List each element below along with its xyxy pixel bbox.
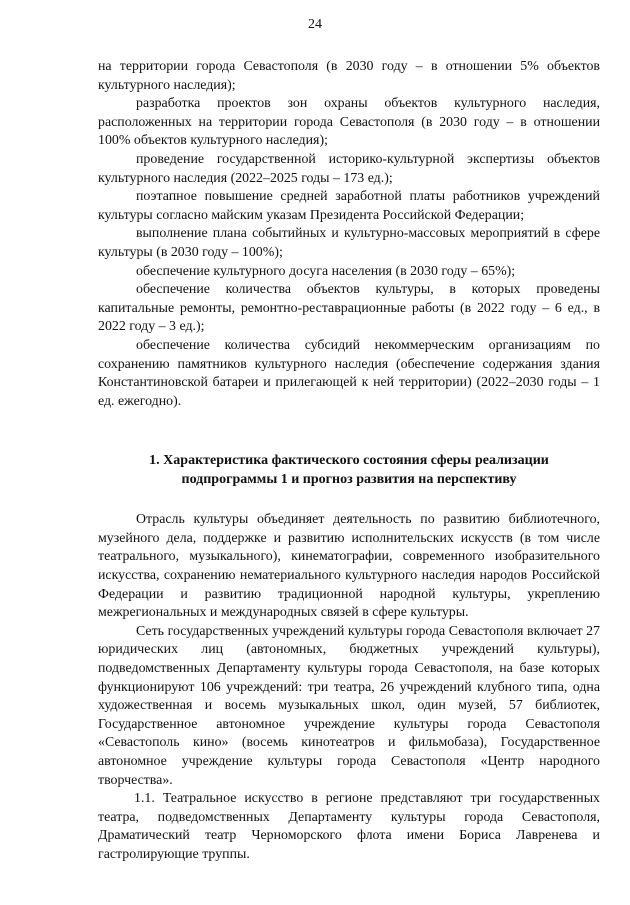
list-item: выполнение плана событийных и культурно-массовых мероприятий в сфере культуры (в 2030 году – 100%); (98, 226, 600, 260)
page-number: 24 (308, 17, 322, 32)
paragraph: Отрасль культуры объединяет деятельность по развитию библиотечного, музейного дела, поддержке и развитию исполнительских искусств (в том числе театрального, музыкального), кинематографии, современного изобразительного искусства, сохранению нематериального культурного наследия народов Российской Федерации и развитию традиционной народной культуры, укреплению межрегиональных и международных связей в сфере культуры. (98, 512, 600, 621)
section-body (98, 511, 600, 864)
document-body (98, 58, 600, 865)
list-item: обеспечение количества объектов культуры, в которых проведены капитальные ремонты, ремонтно-реставрационные работы (в 2022 году – 6 ед., в 2022 году – 3 ед.); (98, 282, 600, 335)
list-item: поэтапное повышение средней заработной платы работников учреждений культуры согласно майским указам Президента Российской Федерации; (98, 189, 600, 223)
list-item-continuation: на территории города Севастополя (в 2030 году – в отношении 5% объектов культурного наследия); (98, 59, 600, 93)
list-item: обеспечение количества субсидий некоммерческим организациям по сохранению памятников культурного наследия (обеспечение содержания здания Константиновской батареи и прилегающей к ней территории) (2022–2030 годы – 1 ед. ежегодно). (98, 337, 600, 409)
list-item: разработка проектов зон охраны объектов культурного наследия, расположенных на территории города Севастополя (в 2030 году – в отношении 100% объектов культурного наследия); (98, 96, 600, 149)
paragraph: Сеть государственных учреждений культуры города Севастополя включает 27 юридических лиц (автономных, бюджетных учреждений культуры), подведомственных Департаменту культуры города Севастополя, на базе которых функционируют 106 учреждений: три театра, 26 учреждений клубного типа, одна художественная и восемь музыкальных школ, один музей, 57 библиотек, Государственное автономное учреждение культуры города Севастополя «Севастополь кино» (восемь кинотеатров и фильмобаза), Государственное автономное учреждение культуры города Севастополя «Центр народного творчества». (98, 623, 600, 788)
section-heading: 1. Характеристика фактического состояния сферы реализации подпрограммы 1 и прогноз развития на перспективу (149, 453, 549, 488)
subsection-paragraph: 1.1. Театральное искусство в регионе представляют три государственных театра, подведомственных Департаменту культуры города Севастополя, Драматический театр Черноморского флота имени Бориса Лавренева и гастролирующие труппы. (98, 791, 600, 862)
list-item: проведение государственной историко-культурной экспертизы объектов культурного наследия (2022–2025 годы – 173 ед.); (98, 151, 600, 186)
list-item: обеспечение культурного досуга населения (в 2030 году – 65%); (136, 263, 516, 279)
